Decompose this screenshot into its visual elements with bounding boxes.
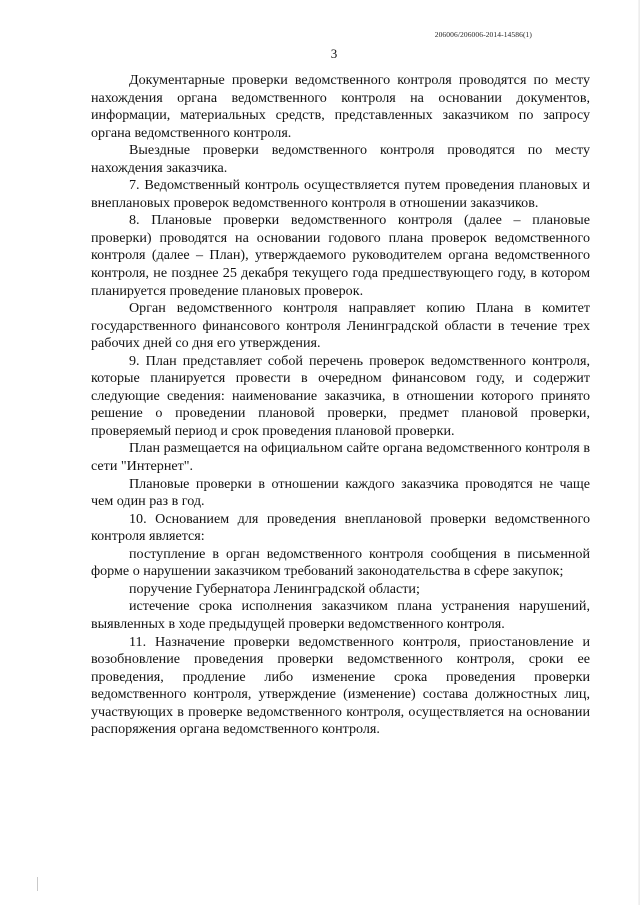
paragraph-clause-11: 11. Назначение проверки ведомственного контроля, приостановление и возобновление проведения проверки ведомственного контроля, сроки ее проведения, продление либо изменение срока проведения проверки ведомственного контроля, утверждение (изменение) состава должностных лиц, участвующих в проверке ведомственного контроля, осуществляется на основании распоряжения органа ведомственного контроля. [91,633,590,738]
paragraph-onsite-inspections: Выездные проверки ведомственного контроля проводятся по месту нахождения заказчика. [91,142,590,176]
paragraph-documentary-inspections: Документарные проверки ведомственного контроля проводятся по месту нахождения органа ведомственного контроля на основании документов, информации, материальных средств, представленных заказчиком по запросу органа ведомственного контроля. [91,72,590,141]
paragraph-ground-notification: поступление в орган ведомственного контроля сообщения в письменной форме о нарушении заказчиком требований законодательства в сфере закупок; [91,545,590,580]
paragraph-clause-9: 9. План представляет собой перечень проверок ведомственного контроля, которые планируется провести в очередном финансовом году, и содержит следующие сведения: наименование заказчика, в отношении которого принято решение о проведении плановой проверки, предмет плановой проверки, проверяемый период и срок проведения плановой проверки. [91,352,590,439]
scan-artifact [37,877,38,891]
paragraph-plan-publication: План размещается на официальном сайте органа ведомственного контроля в сети "Интернет". [91,440,590,475]
paragraph-clause-10: 10. Основанием для проведения внеплановой проверки ведомственного контроля является: [91,510,590,545]
paragraph-ground-governor-order: поручение Губернатора Ленинградской области; [129,580,420,597]
document-body [91,72,590,739]
paragraph-clause-8: 8. Плановые проверки ведомственного контроля (далее – плановые проверки) проводятся на основании годового плана проверок ведомственного контроля (далее – План), утверждаемого руководителем органа ведомственного контроля, не позднее 25 декабря текущего года предшествующего году, в котором планируется проведение плановых проверок. [91,212,590,299]
page-number: 3 [330,46,338,61]
paragraph-plan-copy: Орган ведомственного контроля направляет копию Плана в комитет государственного финансового контроля Ленинградской области в течение трех рабочих дней со дня его утверждения. [91,300,590,352]
paragraph-ground-plan-expiry: истечение срока исполнения заказчиком плана устранения нарушений, выявленных в ходе предыдущей проверки ведомственного контроля. [91,598,590,632]
document-id: 206006/206006-2014-14586(1) [434,30,532,39]
paragraph-inspection-frequency: Плановые проверки в отношении каждого заказчика проводятся не чаще чем один раз в год. [91,475,590,510]
paragraph-clause-7: 7. Ведомственный контроль осуществляется путем проведения плановых и внеплановых проверок ведомственного контроля в отношении заказчиков. [91,177,590,211]
